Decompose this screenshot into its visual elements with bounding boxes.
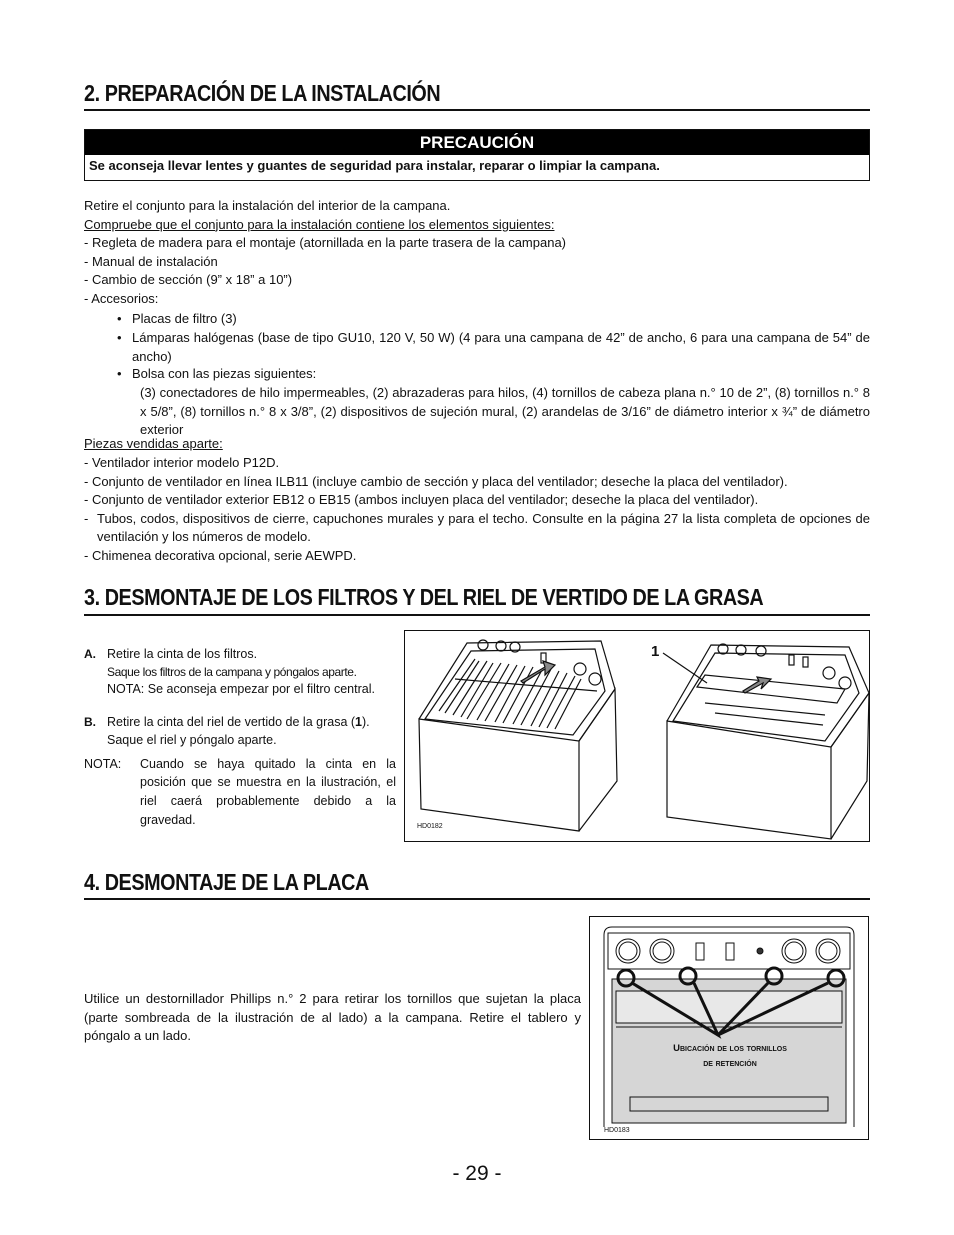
- section-3-rule: [84, 614, 870, 616]
- list-item: - Conjunto de ventilador exterior EB12 o EB15 (ambos incluyen placa del ventilador; deseche la placa del ventilador).: [84, 492, 759, 508]
- figure-caption: Ubicación de los tornillos de retención: [673, 1043, 787, 1069]
- text-line: - Cambio de sección (9” x 18” a 10”): [84, 272, 293, 288]
- filter-removal-steps: [84, 645, 396, 829]
- figure-code: HD0183: [604, 1127, 630, 1134]
- parts-bag-detail: (3) conectadores de hilo impermeables, (2) abrazaderas para hilos, (4) tornillos de cabeza plana n.° 10 de 2”, (8) tornillos n.° 8 x 5/8”, (8) tornillos n.° 8 x 3/8”, (2) dispositivos de sujeción mural, (2) arandelas de 3/16” de diámetro interior x ¾” de diámetro exterior: [140, 385, 870, 438]
- page-number: - 29 -: [452, 1162, 502, 1185]
- text-line: - Accesorios:: [84, 290, 159, 306]
- filters-removal-figure: [404, 630, 870, 842]
- install-kit-list: [84, 197, 870, 309]
- section-2-title: 2. PREPARACIÓN DE LA INSTALACIÓN: [84, 80, 441, 106]
- section-2-rule: [84, 109, 870, 111]
- plate-removal-instructions: Utilice un destornillador Phillips n.° 2 para retirar los tornillos que sujetan la placa (parte sombreada de la ilustración de al lado) a la campana. Retire el tablero y póngalo a un lado.: [84, 991, 581, 1044]
- sold-separately-heading: Piezas vendidas aparte:: [84, 436, 223, 451]
- bullet-icon: •: [117, 366, 122, 381]
- list-item: - Conjunto de ventilador en línea ILB11 (incluye cambio de sección y placa del ventilador; deseche la placa del ventilador).: [84, 473, 788, 489]
- plate-removal-figure: [589, 916, 869, 1140]
- text-line: Retire el conjunto para la instalación del interior de la campana.: [84, 198, 451, 213]
- step-a: A. Retire la cinta de los filtros. Saque los filtros de la campana y póngalos aparte. NOTA: Se aconseja empezar por el filtro central.: [84, 647, 375, 696]
- list-item: - Tubos, codos, dispositivos de cierre, capuchones murales y para el techo. Consulte en la página 27 la lista completa de opciones de ventilación y los números de modelo.: [84, 510, 870, 545]
- caution-box: [84, 129, 870, 181]
- list-item: - Chimenea decorativa opcional, serie AEWPD.: [84, 547, 357, 563]
- kit-check-heading: Compruebe que el conjunto para la instalación contiene los elementos siguientes:: [84, 216, 555, 232]
- bullet-lamps: Lámparas halógenas (base de tipo GU10, 120 V, 50 W) (4 para una campana de 42” de ancho, 6 para una campana de 54” de ancho): [132, 330, 870, 364]
- bullet-parts-bag: Bolsa con las piezas siguientes:: [132, 366, 317, 381]
- caution-text: Se aconseja llevar lentes y guantes de seguridad para instalar, reparar o limpiar la campana.: [89, 158, 660, 173]
- callout-number: 1: [651, 643, 660, 660]
- figure-code: HD0182: [417, 823, 443, 830]
- bullet-icon: •: [117, 330, 122, 345]
- text-line: - Regleta de madera para el montaje (atornillada en la parte trasera de la campana): [84, 235, 566, 251]
- text-line: - Manual de instalación: [84, 253, 218, 269]
- section-4-title: 4. DESMONTAJE DE LA PLACA: [84, 869, 369, 895]
- bullet-icon: •: [117, 311, 122, 326]
- section-3-title: 3. DESMONTAJE DE LOS FILTROS Y DEL RIEL DE VERTIDO DE LA GRASA: [84, 584, 764, 610]
- caution-heading: PRECAUCIÓN: [85, 130, 869, 155]
- list-item: - Ventilador interior modelo P12D.: [84, 455, 280, 470]
- step-b: B. Retire la cinta del riel de vertido de la grasa (1). Saque el riel y póngalo aparte.: [84, 714, 370, 748]
- section-4-rule: [84, 898, 870, 900]
- bullet-filters: Placas de filtro (3): [132, 311, 237, 326]
- sold-separately-list: [84, 454, 870, 566]
- hood-front-illustration: [590, 917, 868, 1139]
- step-note: NOTA: Cuando se haya quitado la cinta en la posición que se muestra en la ilustración, el riel caerá probablemente debido a la gravedad.: [84, 756, 396, 827]
- hood-filters-illustration: [405, 631, 869, 841]
